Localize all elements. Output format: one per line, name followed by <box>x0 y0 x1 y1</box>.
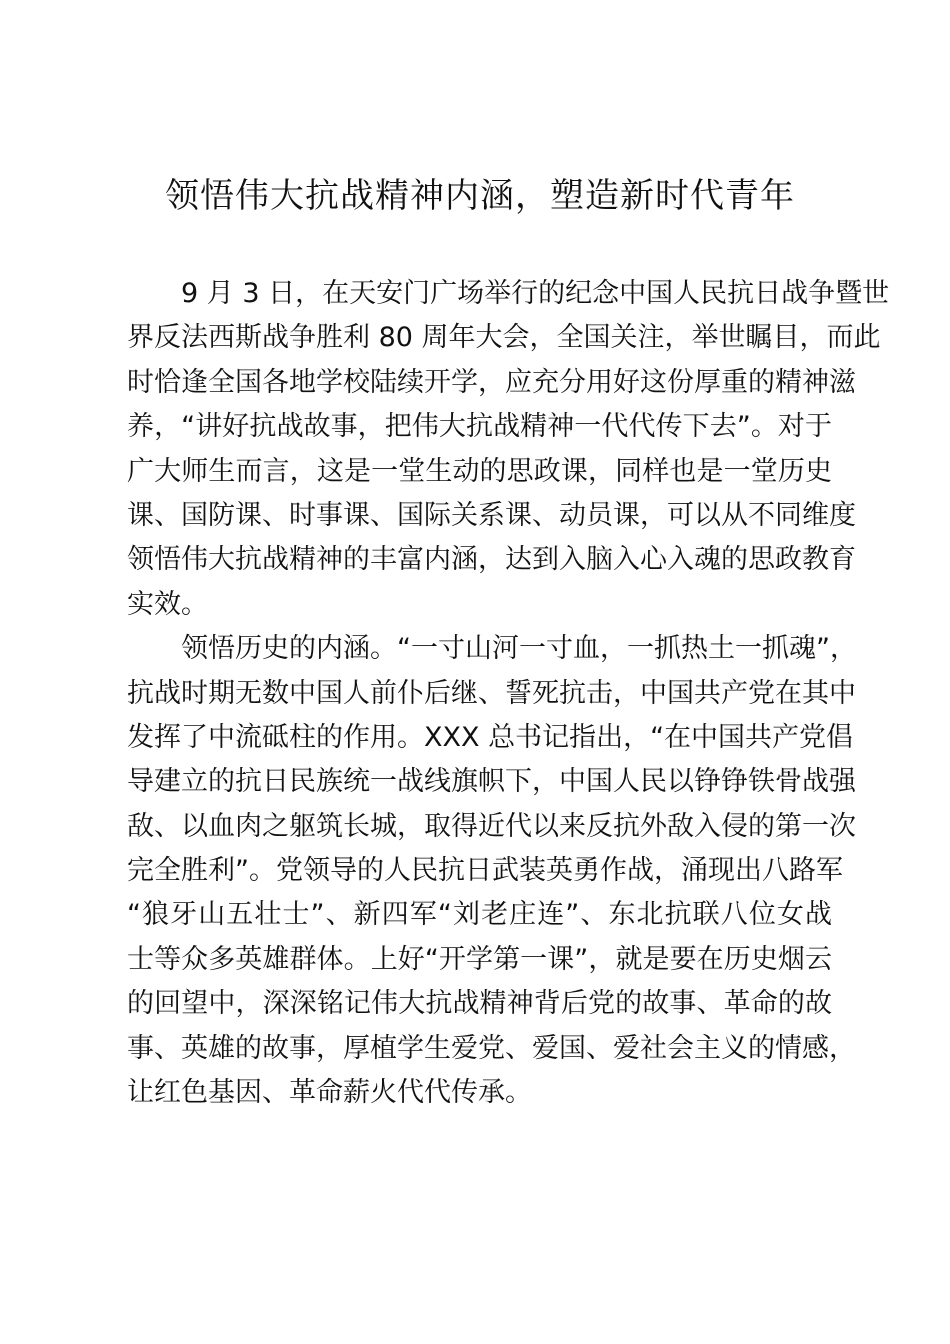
paragraph-line: 让红色基因、革命薪火代代传承。 <box>127 1077 532 1109</box>
paragraph-line: 完全胜利”。党领导的人民抗日武装英勇作战，涌现出八路军 <box>127 855 843 887</box>
paragraphs <box>127 272 890 1115</box>
document-body <box>127 272 890 1115</box>
paragraph-line: 领悟历史的内涵。“一寸山河一寸血，一抓热土一抓魂”， <box>181 633 857 665</box>
paragraph-line: 界反法西斯战争胜利 80 周年大会，全国关注，举世瞩目，而此 <box>127 322 881 354</box>
paragraph-line: 领悟伟大抗战精神的丰富内涵，达到入脑入心入魂的思政教育 <box>127 544 856 576</box>
paragraph-line: 9 月 3 日，在天安门广场举行的纪念中国人民抗日战争暨世 <box>181 278 890 309</box>
paragraph-line: 发挥了中流砥柱的作用。XXX 总书记指出，“在中国共产党倡 <box>127 721 854 753</box>
paragraph-line: 课、国防课、时事课、国际关系课、动员课，可以从不同维度 <box>127 499 856 531</box>
paragraph <box>127 627 857 1115</box>
paragraph-line: “狼牙山五壮士”、新四军“刘老庄连”、东北抗联八位女战 <box>127 899 832 931</box>
paragraph-line: 士等众多英雄群体。上好“开学第一课”，就是要在历史烟云 <box>127 943 832 975</box>
paragraph-line: 抗战时期无数中国人前仆后继、誓死抗击，中国共产党在其中 <box>127 677 856 709</box>
paragraph-line: 养，“讲好抗战故事，把伟大抗战精神一代代传下去”。对于 <box>127 411 832 443</box>
paragraph-line: 实效。 <box>127 588 208 620</box>
document-title: 领悟伟大抗战精神内涵，塑造新时代青年 <box>165 176 795 216</box>
paragraph <box>127 272 890 627</box>
paragraph-line: 广大师生而言，这是一堂生动的思政课，同样也是一堂历史 <box>127 455 832 487</box>
paragraph-line: 事、英雄的故事，厚植学生爱党、爱国、爱社会主义的情感， <box>127 1032 856 1064</box>
paragraph-line: 的回望中，深深铭记伟大抗战精神背后党的故事、革命的故 <box>127 988 832 1020</box>
paragraph-line: 时恰逢全国各地学校陆续开学，应充分用好这份厚重的精神滋 <box>127 366 856 398</box>
paragraph-line: 导建立的抗日民族统一战线旗帜下，中国人民以铮铮铁骨战强 <box>127 766 856 798</box>
paragraph-line: 敌、以血肉之躯筑长城，取得近代以来反抗外敌入侵的第一次 <box>127 810 856 842</box>
